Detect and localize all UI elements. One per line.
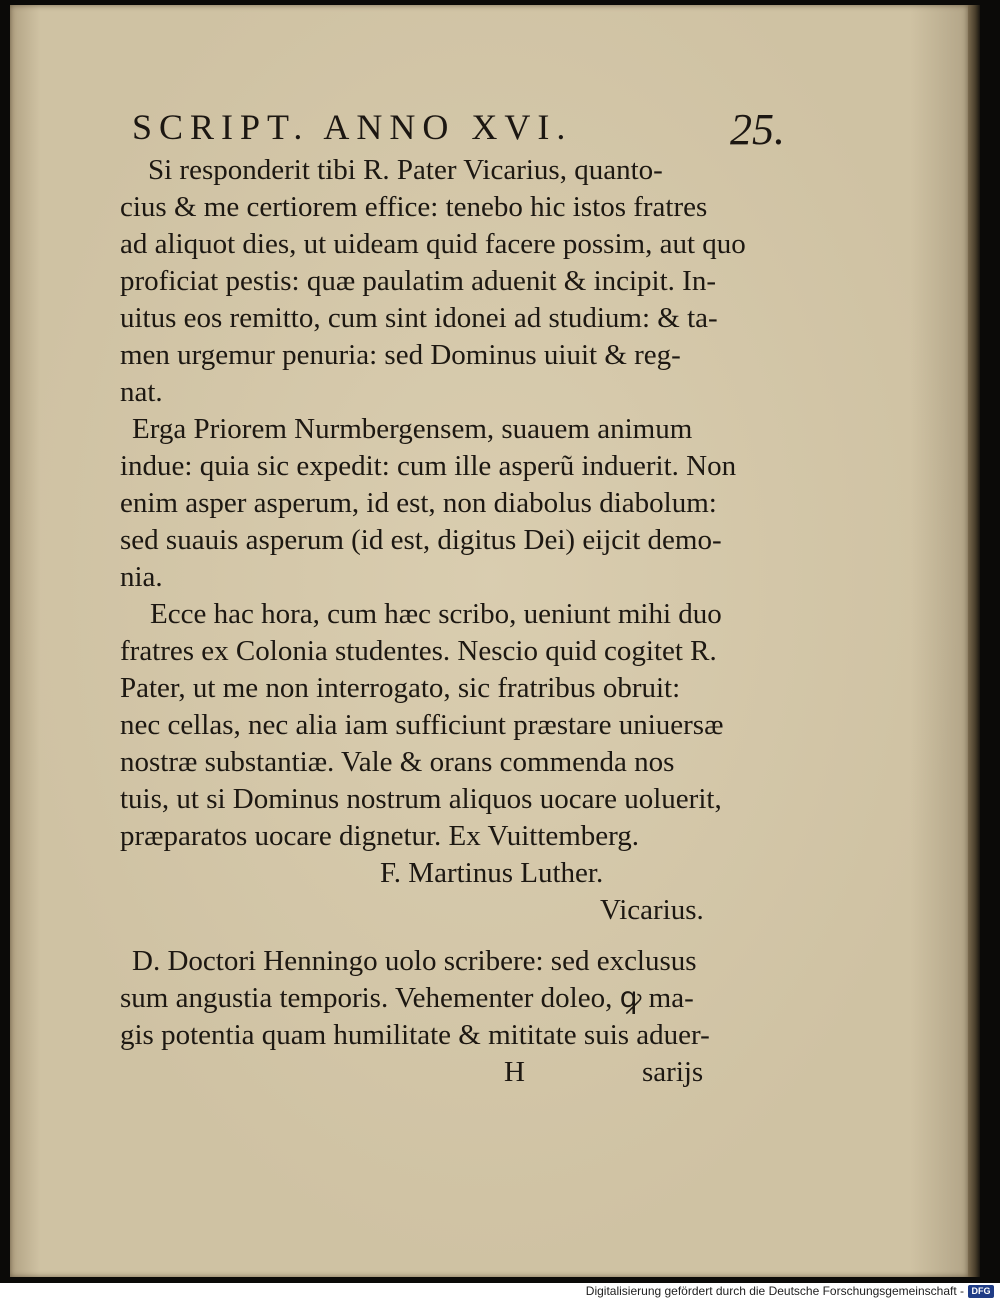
footer-bar <box>0 1283 1000 1301</box>
text-line: gis potentia quam humilitate & mititate suis aduer- <box>120 1019 710 1051</box>
text-line: præparatos uocare dignetur. Ex Vuittemberg. <box>120 820 640 852</box>
signature-mark: H <box>504 1056 525 1088</box>
text-line: men urgemur penuria: sed Dominus uiuit & reg- <box>120 339 681 371</box>
text-line: nia. <box>120 561 163 593</box>
text-line: cius & me certiorem effice: tenebo hic istos fratres <box>120 191 708 223</box>
page-edge <box>968 5 980 1277</box>
text-line: sum angustia temporis. Vehementer doleo, ꝙ ma- <box>120 982 694 1014</box>
text-line: ad aliquot dies, ut uideam quid facere possim, aut quo <box>120 228 746 260</box>
text-line: nec cellas, nec alia iam sufficiunt præstare uniuersæ <box>120 709 724 741</box>
page-number: 25. <box>730 105 785 154</box>
running-head-title: SCRIPT. ANNO XVI. <box>132 107 573 147</box>
signature <box>120 855 720 929</box>
funding-credit: Digitalisierung gefördert durch die Deutsche Forschungsgemeinschaft - <box>585 1284 964 1298</box>
text-line: proficiat pestis: quæ paulatim aduenit & incipit. In- <box>120 265 716 297</box>
page-foot <box>120 1054 720 1094</box>
paragraph <box>120 596 724 855</box>
text-line: Si responderit tibi R. Pater Vicarius, quanto- <box>148 154 663 186</box>
text-line: indue: quia sic expedit: cum ille asperũ induerit. Non <box>120 450 737 482</box>
signature-title: Vicarius. <box>600 894 704 926</box>
postscript <box>120 943 720 1054</box>
text-line: tuis, ut si Dominus nostrum aliquos uocare uoluerit, <box>120 783 722 815</box>
paragraph <box>120 411 737 596</box>
text-line: fratres ex Colonia studentes. Nescio quid cogitet R. <box>120 635 717 667</box>
text-line: sed suauis asperum (id est, digitus Dei) eijcit demo- <box>120 524 722 556</box>
dfg-logo[interactable]: DFG <box>968 1285 994 1298</box>
catchword: sarijs <box>642 1056 704 1088</box>
text-line: Pater, ut me non interrogato, sic fratribus obruit: <box>120 672 681 704</box>
text-line: Erga Priorem Nurmbergensem, suauem animum <box>132 413 693 445</box>
letter-text <box>120 152 746 1094</box>
text-line: nat. <box>120 376 163 408</box>
text-line: Ecce hac hora, cum hæc scribo, ueniunt mihi duo <box>150 598 722 630</box>
signature-name: F. Martinus Luther. <box>380 857 604 889</box>
text-line: D. Doctori Henningo uolo scribere: sed exclusus <box>132 945 697 977</box>
running-head <box>132 106 802 156</box>
paragraph <box>120 152 746 411</box>
text-line: uitus eos remitto, cum sint idonei ad studium: & ta- <box>120 302 718 334</box>
text-line: nostræ substantiæ. Vale & orans commenda nos <box>120 746 675 778</box>
spacer <box>120 929 720 943</box>
text-line: enim asper asperum, id est, non diabolus diabolum: <box>120 487 717 519</box>
